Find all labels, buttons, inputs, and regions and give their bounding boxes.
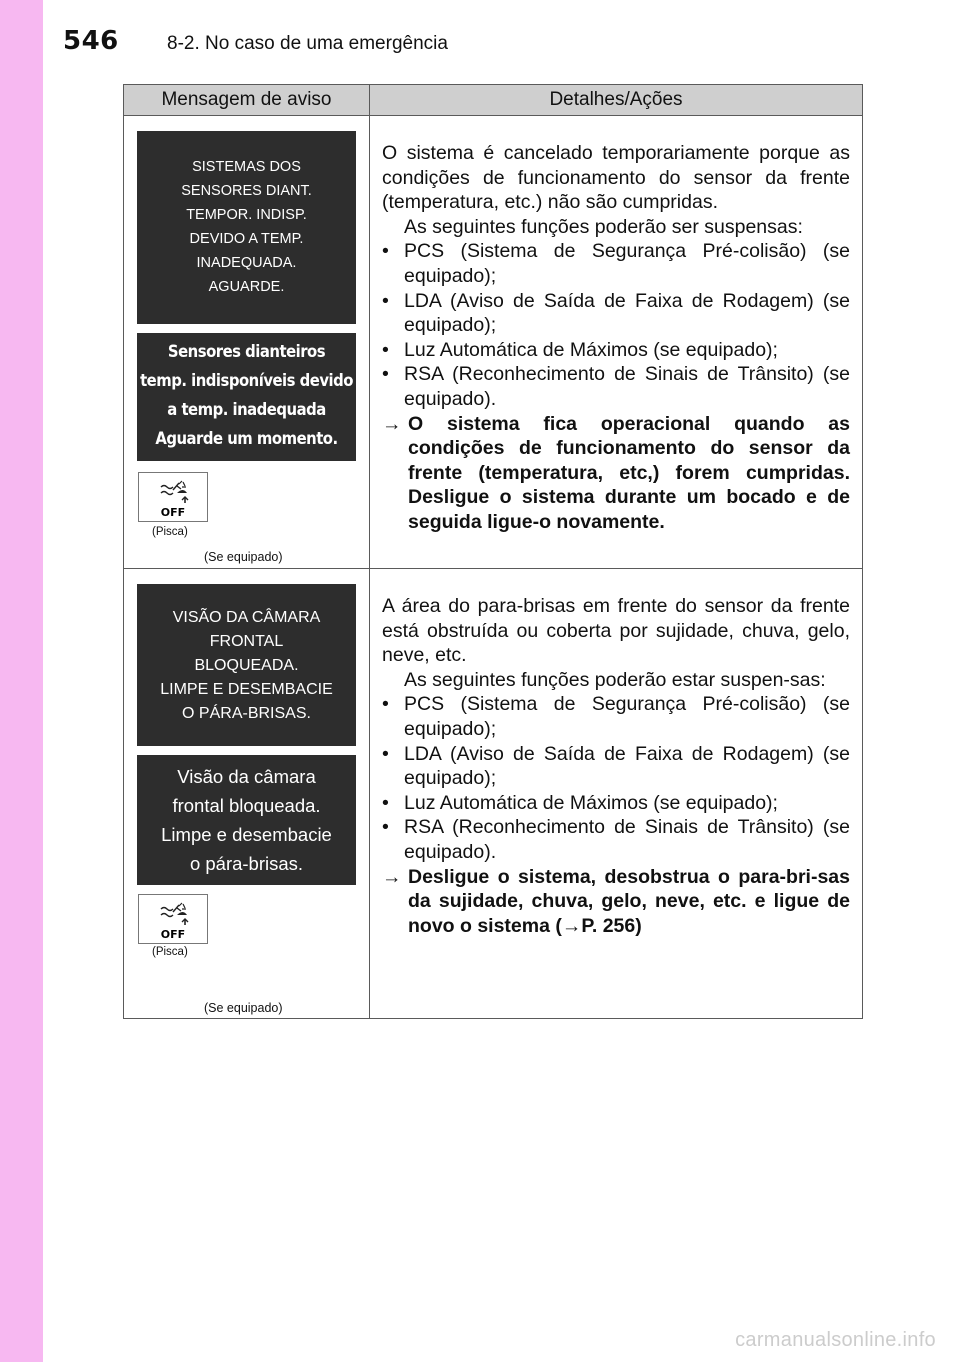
list-item <box>382 362 850 411</box>
bullet-marker: • <box>382 742 389 765</box>
bullet-marker: • <box>382 693 389 716</box>
display-line: temp. indisponíveis devido <box>140 371 353 390</box>
display-line: Limpe e desembacie <box>161 824 332 845</box>
list-item <box>382 791 850 816</box>
bullet-marker: • <box>382 816 389 839</box>
sub-heading: As seguintes funções poderão ser suspensas: <box>404 215 803 238</box>
list-item-text: LDA (Aviso de Saída de Faixa de Rodagem) (se equipado); <box>404 289 850 337</box>
equipped-note: (Se equipado) <box>204 550 283 564</box>
list-item <box>382 742 850 791</box>
display-message-caps <box>137 131 356 324</box>
page-reference: P. 256 <box>581 914 636 937</box>
blink-label: (Pisca) <box>152 946 188 958</box>
display-line: DEVIDO A TEMP. <box>189 231 304 247</box>
display-line: BLOQUEADA. <box>194 657 299 674</box>
action-body: Desligue o sistema, desobstrua o para-bri-sas da sujidade, chuva, gelo, neve, etc. e ligue de novo o sistema ( <box>408 865 850 937</box>
arrow-marker: → <box>382 412 402 435</box>
message-cell <box>124 116 370 569</box>
display-line: AGUARDE. <box>208 279 285 295</box>
side-color-band <box>0 0 43 1362</box>
off-label: OFF <box>160 506 186 519</box>
message-cell <box>124 569 370 1019</box>
table-row <box>124 116 863 569</box>
list-item-text: PCS (Sistema de Segurança Pré-colisão) (se equipado); <box>404 240 850 287</box>
table-header-row <box>124 85 863 116</box>
lane-camera-off-icon <box>138 894 208 944</box>
display-line: LIMPE E DESEMBACIE <box>160 681 333 698</box>
list-item <box>382 289 850 338</box>
bullet-marker: • <box>382 240 389 263</box>
display-line: Visão da câmara <box>177 766 316 787</box>
section-title: 8-2. No caso de uma emergência <box>167 33 448 54</box>
bullet-marker: • <box>382 363 389 386</box>
bullet-marker: • <box>382 289 389 312</box>
display-line: VISÃO DA CÂMARA <box>172 609 321 626</box>
display-line: frontal bloqueada. <box>172 795 321 816</box>
off-label: OFF <box>160 928 186 941</box>
display-line: INADEQUADA. <box>196 255 297 271</box>
column-header-message: Mensagem de aviso <box>124 85 370 116</box>
blink-label: (Pisca) <box>152 526 188 538</box>
page-number: 546 <box>63 26 119 56</box>
reference-arrow: → <box>561 914 582 937</box>
action-text <box>382 865 850 939</box>
list-item-text: LDA (Aviso de Saída de Faixa de Rodagem) (se equipado); <box>404 742 850 790</box>
list-item <box>382 815 850 864</box>
display-line: Sensores dianteiros <box>167 342 326 361</box>
equipped-note: (Se equipado) <box>204 1001 283 1015</box>
action-close: ) <box>635 914 642 937</box>
display-line: FRONTAL <box>209 633 284 650</box>
column-header-details: Detalhes/Ações <box>370 85 863 116</box>
cause-text: A área do para-brisas em frente do sensor da frente está obstruída ou coberta por sujidade, chuva, gelo, neve, etc. <box>382 595 850 667</box>
action-text <box>382 412 850 535</box>
display-line: SISTEMAS DOS <box>192 159 301 175</box>
bullet-marker: • <box>382 791 389 814</box>
list-item-text: Luz Automática de Máximos (se equipado); <box>404 791 778 814</box>
table-row <box>124 569 863 1019</box>
details-cell <box>370 116 863 569</box>
arrow-marker: → <box>382 865 402 888</box>
bullet-marker: • <box>382 338 389 361</box>
display-message-caps <box>137 584 356 746</box>
display-line: SENSORES DIANT. <box>181 183 312 199</box>
display-line: a temp. inadequada <box>167 400 326 419</box>
list-item-text: Luz Automática de Máximos (se equipado); <box>404 338 778 361</box>
details-cell <box>370 569 863 1019</box>
display-line: Aguarde um momento. <box>155 429 338 448</box>
list-item-text: PCS (Sistema de Segurança Pré-colisão) (se equipado); <box>404 693 850 740</box>
watermark: carmanualsonline.info <box>735 1329 936 1351</box>
display-message-mixed <box>137 755 356 885</box>
list-item-text: RSA (Reconhecimento de Sinais de Trânsito) (se equipado). <box>404 363 850 410</box>
list-item <box>382 338 850 363</box>
display-line: o pára-brisas. <box>189 853 304 874</box>
action-body: O sistema fica operacional quando as condições de funcionamento do sensor da frente (temperatura, etc,) forem cumpridas. Desligue o sistema durante um bocado e de seguida ligue-o novamente. <box>408 412 850 533</box>
display-line: TEMPOR. INDISP. <box>186 207 307 223</box>
list-item-text: RSA (Reconhecimento de Sinais de Trânsito) (se equipado). <box>404 816 850 863</box>
display-message-mixed <box>137 333 356 461</box>
lane-camera-off-icon <box>138 472 208 522</box>
list-item <box>382 239 850 288</box>
cause-text: O sistema é cancelado temporariamente porque as condições de funcionamento do sensor da frente (temperatura, etc.) não são cumpridas. <box>382 142 850 214</box>
list-item <box>382 692 850 741</box>
warning-table <box>123 84 863 1019</box>
sub-heading: As seguintes funções poderão estar suspen-sas: <box>404 668 826 691</box>
display-line: O PÁRA-BRISAS. <box>182 705 311 722</box>
